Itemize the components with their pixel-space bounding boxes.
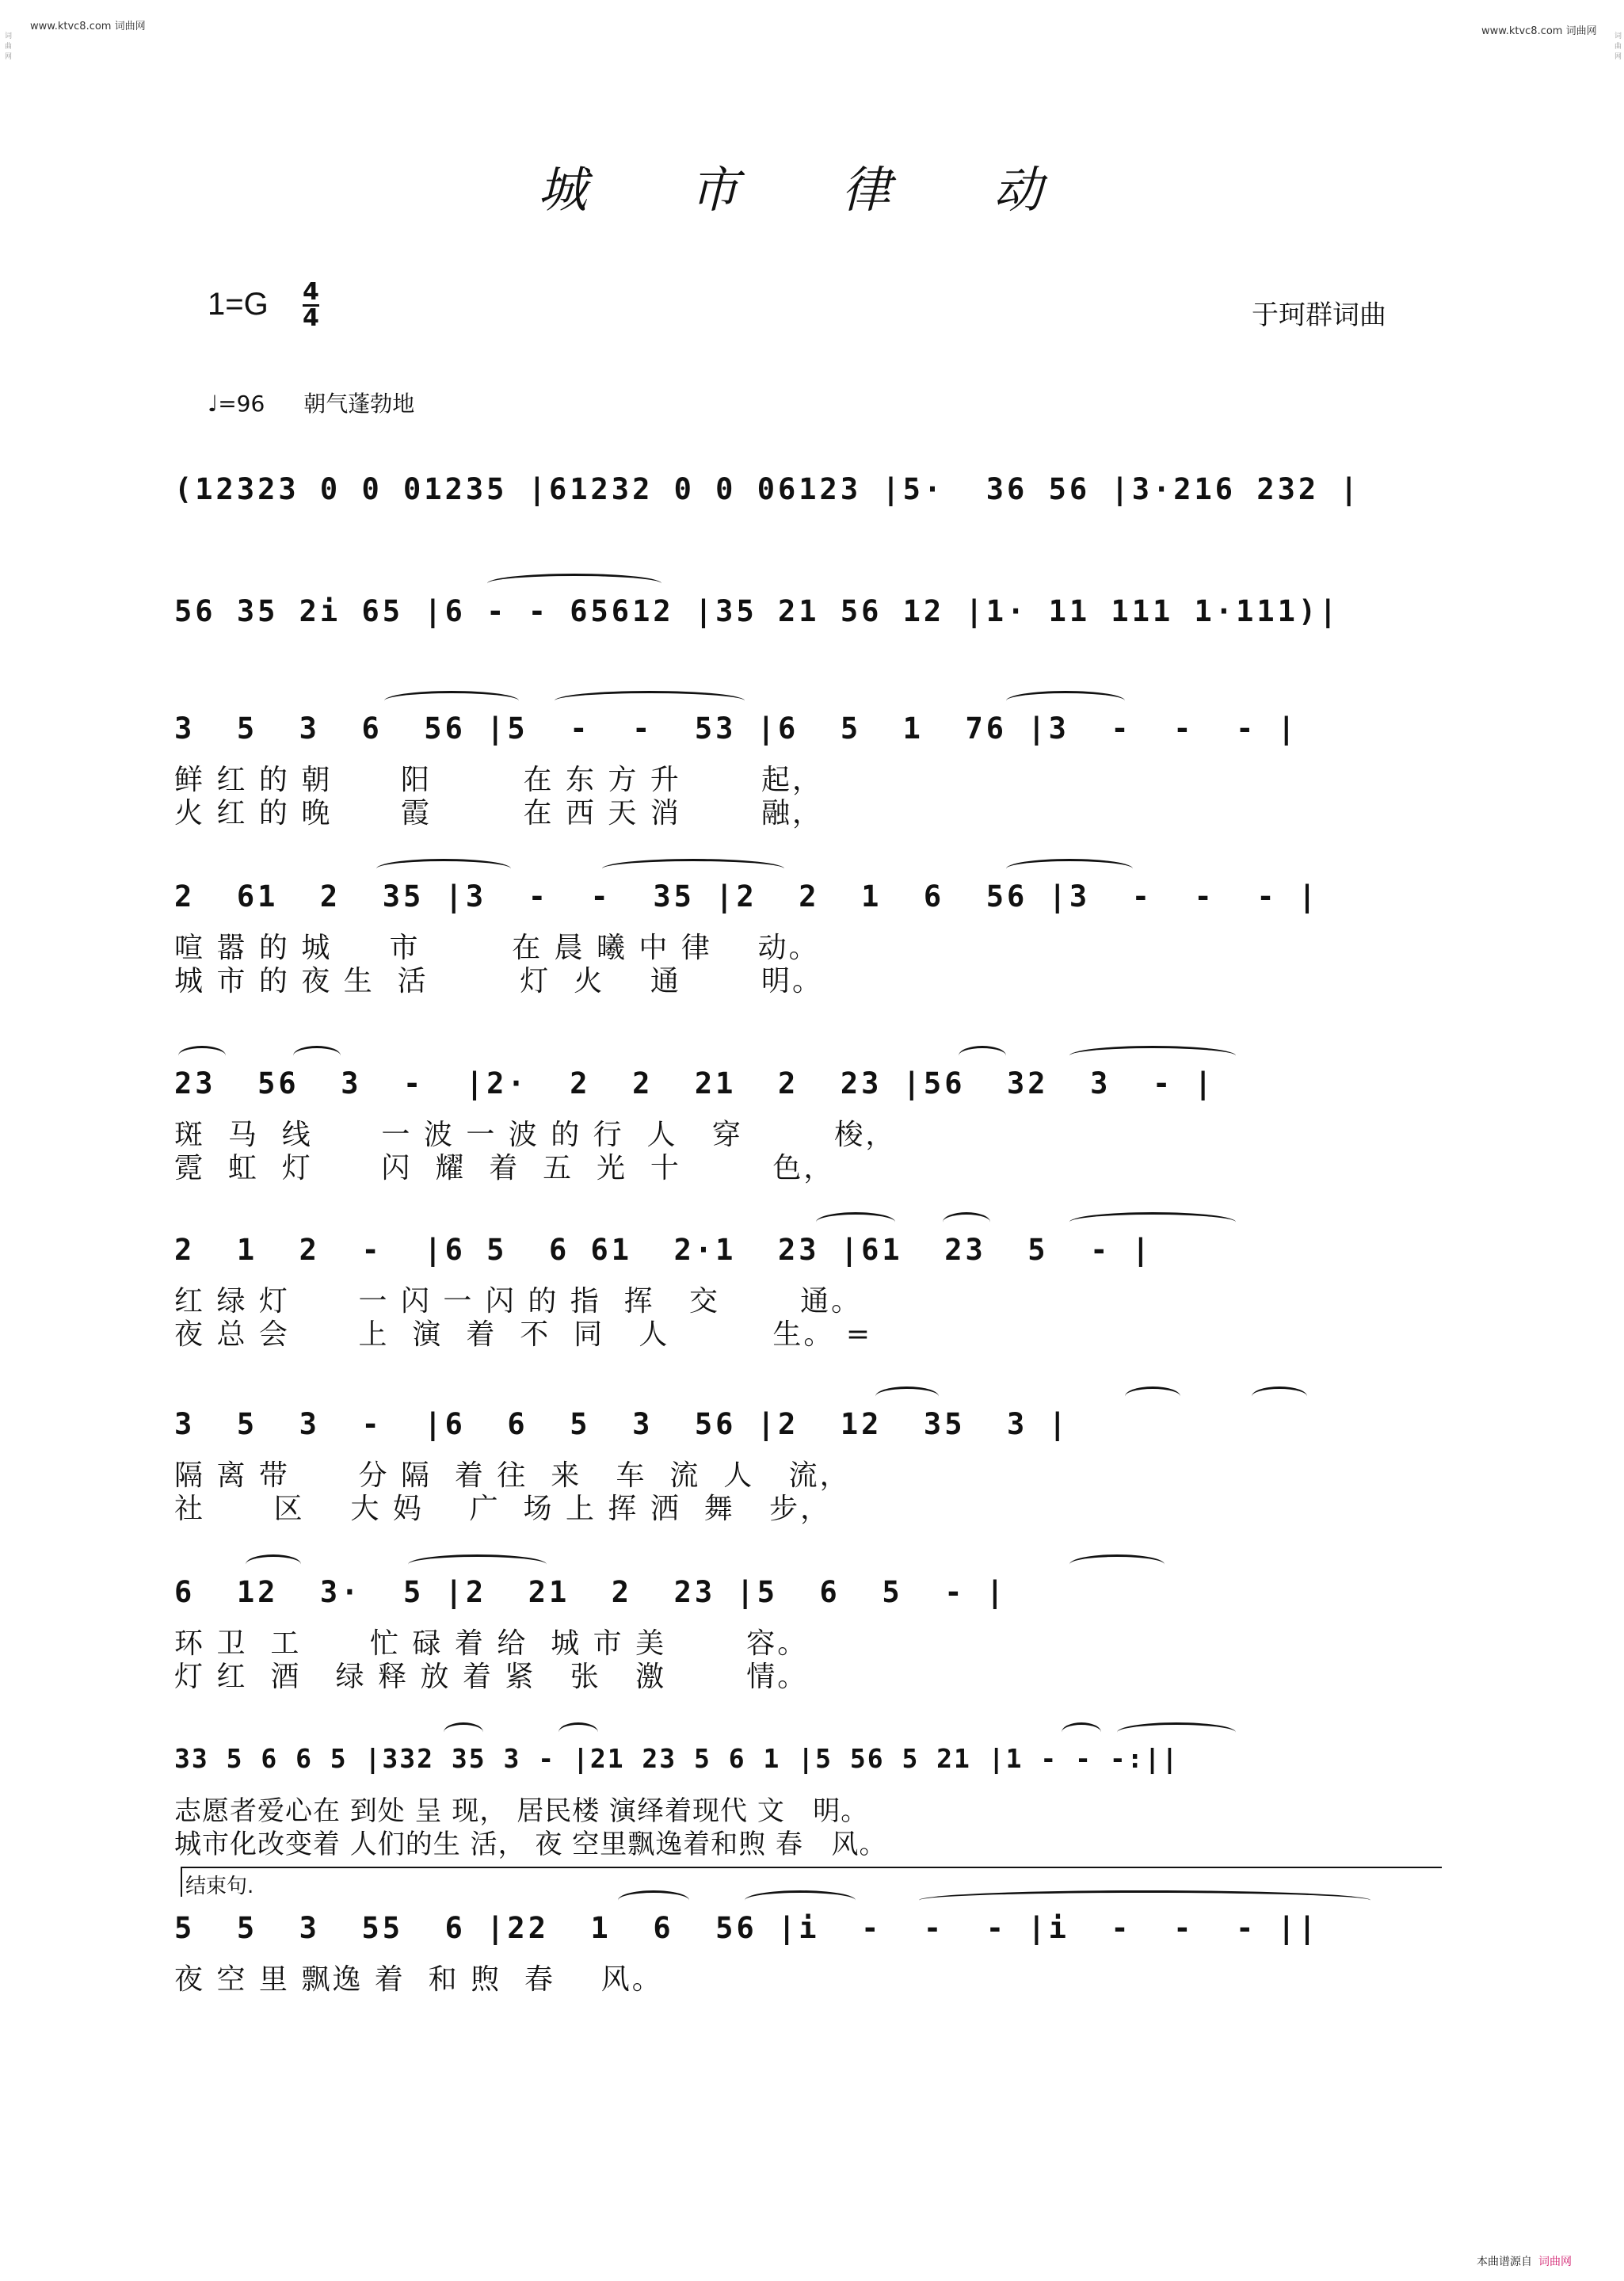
slur xyxy=(246,1554,301,1574)
lyrics-verse-2: 社 区 大 妈 广 场 上 挥 洒 舞 步， xyxy=(174,1493,832,1525)
slur xyxy=(1006,859,1133,879)
score-row-2 xyxy=(174,594,1458,642)
slur xyxy=(943,1212,990,1232)
mood-text: 朝气蓬勃地 xyxy=(303,391,415,417)
lyrics-verse-1: 鲜 红 的 朝 阳 在 东 方 升 起， xyxy=(174,764,823,796)
slur xyxy=(1062,1722,1101,1742)
lyrics-verse-2: 霓 虹 灯 闪 耀 着 五 光 十 色， xyxy=(174,1152,835,1184)
slur xyxy=(875,1387,939,1406)
time-signature xyxy=(303,280,319,330)
slur xyxy=(816,1212,895,1232)
notation-line: 6 12 3· 5 |2 21 2 23 |5 6 5 - | xyxy=(174,1575,1008,1609)
score-row-4 xyxy=(174,879,1458,998)
site-watermark-right: www.ktvc8.com 词曲网 xyxy=(1481,25,1597,37)
slur xyxy=(178,1046,226,1066)
lyrics-verse-2: 火 红 的 晚 霞 在 西 天 消 融， xyxy=(174,797,823,830)
key-signature: 1=G xyxy=(208,287,269,322)
slur xyxy=(618,1890,689,1910)
tempo-value: ♩=96 xyxy=(208,391,265,417)
slur xyxy=(602,859,784,879)
notation-line: 33 5 6 6 5 |332 35 3 - |21 23 5 6 1 |5 56 5 21 |1 - - -:|| xyxy=(174,1743,1180,1774)
lyrics-verse-1: 志愿者爱心在 到处 呈 现， 居民楼 演绎着现代 文 明。 xyxy=(174,1795,869,1827)
notation-line: 2 61 2 35 |3 - - 35 |2 2 1 6 56 |3 - - - | xyxy=(174,879,1320,914)
lyrics-verse-1: 斑 马 线 一 波 一 波 的 行 人 穿 梭， xyxy=(174,1119,897,1151)
slur xyxy=(384,691,519,711)
author-credit: 于珂群词曲 xyxy=(1252,299,1386,331)
lyrics-verse-1: 夜 空 里 飘逸 着 和 煦 春 风。 xyxy=(174,1963,663,1996)
notation-line: 23 56 3 - |2· 2 2 21 2 23 |56 32 3 - | xyxy=(174,1066,1215,1100)
slur xyxy=(444,1722,483,1742)
footer-text: 本曲谱源自 xyxy=(1477,2256,1532,2268)
notation-line: 56 35 2i 65 |6 - - 65612 |35 21 56 12 |1· 11 111 1·111)| xyxy=(174,594,1340,628)
score-row-8 xyxy=(174,1575,1458,1694)
notation-line: (12323 0 0 01235 |61232 0 0 06123 |5· 36 56 |3·216 232 | xyxy=(174,472,1361,506)
notation-line: 5 5 3 55 6 |22 1 6 56 |i - - - |i - - - || xyxy=(174,1911,1320,1945)
site-watermark-left: www.ktvc8.com 词曲网 xyxy=(30,21,146,32)
tempo-marking xyxy=(208,387,414,418)
slur xyxy=(1069,1046,1236,1066)
time-sig-bottom: 4 xyxy=(303,304,319,332)
lyrics-verse-1: 红 绿 灯 一 闪 一 闪 的 指 挥 交 通。 xyxy=(174,1285,863,1318)
slur xyxy=(376,859,511,879)
slur xyxy=(293,1046,341,1066)
slur xyxy=(558,1722,598,1742)
song-title: 城 市 律 动 xyxy=(537,161,1087,219)
score-row-5 xyxy=(174,1066,1458,1185)
notation-line: 3 5 3 6 56 |5 - - 53 |6 5 1 76 |3 - - - | xyxy=(174,711,1298,746)
footer-source xyxy=(1477,2253,1572,2269)
score-row-3 xyxy=(174,711,1458,830)
side-watermark-left: 词曲网 xyxy=(3,32,11,63)
slur xyxy=(919,1890,1370,1910)
score-row-9 xyxy=(174,1743,1458,1862)
lyrics-verse-1: 喧 嚣 的 城 市 在 晨 曦 中 律 动。 xyxy=(174,932,820,964)
slur xyxy=(1125,1387,1180,1406)
slur xyxy=(1069,1554,1165,1574)
slur xyxy=(487,574,661,593)
notation-line: 3 5 3 - |6 6 5 3 56 |2 12 35 3 | xyxy=(174,1407,1069,1441)
score-row-6 xyxy=(174,1233,1458,1352)
lyrics-verse-2: 灯 红 酒 绿 释 放 着 紧 张 激 情。 xyxy=(174,1661,809,1693)
lyrics-verse-2: 夜 总 会 上 演 着 不 同 人 生。 = xyxy=(174,1318,873,1351)
score-row-10 xyxy=(174,1911,1458,1998)
score-row-7 xyxy=(174,1407,1458,1526)
lyrics-verse-1: 隔 离 带 分 隔 着 往 来 车 流 人 流， xyxy=(174,1459,851,1492)
lyrics-verse-2: 城 市 的 夜 生 活 灯 火 通 明。 xyxy=(174,965,823,997)
footer-brand: 词曲网 xyxy=(1538,2256,1572,2268)
lyrics-verse-2: 城市化改变着 人们的生 活， 夜 空里飘逸着和煦 春 风。 xyxy=(174,1829,887,1860)
slur xyxy=(1006,691,1125,711)
slur xyxy=(555,691,745,711)
score-row-1 xyxy=(174,472,1458,520)
notation-line: 2 1 2 - |6 5 6 61 2·1 23 |61 23 5 - | xyxy=(174,1233,1153,1267)
slur xyxy=(1252,1387,1307,1406)
side-watermark-right: 词曲网 xyxy=(1613,32,1621,63)
time-sig-top: 4 xyxy=(303,278,319,306)
slur xyxy=(745,1890,856,1910)
coda-label: 结束句. xyxy=(185,1875,254,1898)
slur xyxy=(1117,1722,1236,1742)
slur xyxy=(408,1554,547,1574)
slur xyxy=(1069,1212,1236,1232)
lyrics-verse-1: 环 卫 工 忙 碌 着 给 城 市 美 容。 xyxy=(174,1627,809,1660)
slur xyxy=(959,1046,1006,1066)
